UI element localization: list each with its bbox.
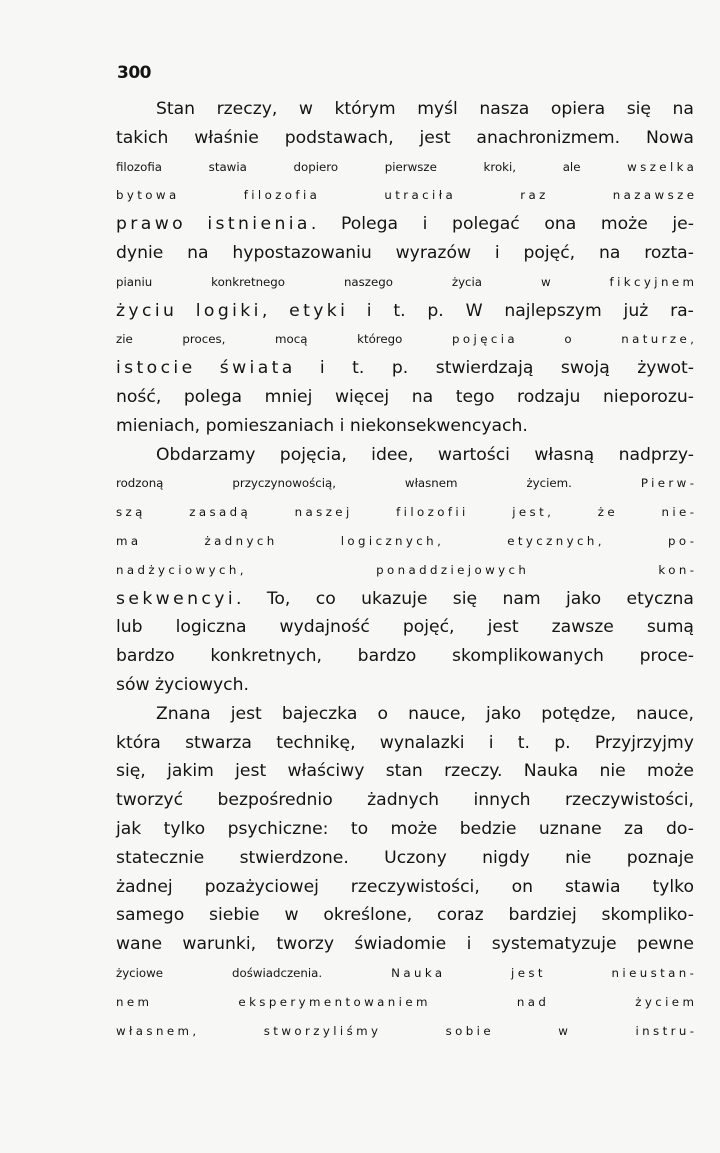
spaced-word: nieustan-	[611, 965, 698, 980]
word: kroki,	[483, 159, 517, 174]
word: Znana	[156, 703, 211, 724]
word: skompliko-	[601, 905, 694, 926]
word: żywot-	[637, 358, 694, 379]
word: systematyzuje	[491, 934, 617, 955]
word: mieniach,	[116, 415, 201, 436]
word: jako	[566, 588, 602, 609]
word: która	[116, 732, 161, 753]
word: nieporozu-	[602, 386, 694, 407]
word: konkretnych,	[210, 646, 322, 667]
word: siebie	[209, 905, 260, 926]
word: tego	[455, 386, 495, 407]
page-number: 300	[117, 63, 151, 83]
word: rodzoną	[116, 476, 164, 491]
word: lub	[116, 617, 143, 638]
word: i	[466, 934, 472, 955]
word: na	[187, 242, 209, 263]
word: potędze,	[541, 703, 617, 724]
word: opiera	[550, 99, 606, 119]
word: rzeczywistości,	[564, 790, 694, 811]
word: ność,	[116, 386, 162, 407]
word: coraz	[437, 905, 484, 926]
text-line	[116, 988, 698, 1017]
spaced-word: eksperymentowaniem	[238, 994, 431, 1009]
word: tylko	[652, 876, 694, 897]
spaced-word: po-	[667, 533, 698, 548]
text-line	[116, 901, 694, 930]
word: Przyjrzyjmy	[594, 732, 694, 753]
word: pojęcia,	[279, 444, 347, 465]
word: przyczynowością,	[232, 476, 336, 491]
word: anachronizmem.	[476, 127, 621, 148]
word: jakim	[167, 761, 214, 782]
spaced-word: bytowa	[116, 188, 180, 203]
word: naszego	[343, 274, 393, 289]
spaced-word: etycznych,	[507, 533, 605, 548]
word: uznane	[538, 818, 602, 839]
word: bardzo	[357, 646, 417, 667]
spaced-word: sekwencyi.	[116, 588, 245, 609]
word: sów	[116, 674, 150, 695]
text-line	[116, 239, 694, 268]
word: pierwsze	[384, 159, 437, 174]
spaced-word: logicznych,	[340, 533, 445, 548]
word: na	[598, 242, 621, 263]
word: p.	[554, 732, 571, 753]
text-line	[116, 930, 694, 959]
word: wartości	[437, 444, 510, 465]
word: w	[284, 905, 299, 926]
word: idee,	[371, 444, 414, 465]
word: skomplikowanych	[452, 646, 604, 667]
text-line	[116, 527, 698, 556]
text-line	[116, 383, 694, 412]
word: t.	[352, 358, 365, 379]
word: psychiczne:	[227, 818, 329, 839]
word: pojęć,	[523, 242, 576, 263]
word: do-	[665, 818, 694, 839]
word: poznaje	[626, 847, 694, 868]
word: może	[390, 818, 438, 839]
word: nie	[565, 847, 592, 868]
text-line	[116, 325, 698, 354]
word: technikę,	[276, 732, 356, 753]
text-line	[116, 613, 694, 642]
spaced-word: naszej	[294, 505, 353, 520]
word: nie	[599, 761, 626, 782]
word: to	[350, 818, 369, 839]
word: je-	[672, 214, 694, 235]
word: Uczony	[384, 847, 447, 868]
word: się	[626, 99, 652, 119]
word: W	[465, 300, 483, 321]
word: i	[494, 242, 500, 263]
word: już	[623, 300, 649, 321]
word: może	[647, 761, 694, 782]
word: pewne	[636, 934, 694, 955]
word: stawia	[564, 876, 621, 897]
word: mocą	[275, 332, 308, 347]
spaced-word: w	[558, 1023, 572, 1038]
word: proce-	[639, 646, 694, 667]
spaced-word: jest,	[512, 505, 555, 520]
word: pojęć,	[402, 617, 455, 638]
word: wydajność	[279, 617, 370, 638]
word: i	[319, 358, 325, 379]
word: się,	[116, 761, 146, 782]
word: ra-	[670, 300, 694, 321]
word: życiowych.	[155, 674, 249, 695]
spaced-word: filozofii	[396, 505, 469, 520]
word: ale	[562, 159, 581, 174]
text-line	[116, 153, 698, 182]
spaced-word: wszelka	[627, 159, 698, 174]
text-line	[116, 354, 694, 383]
spaced-word: stworzyliśmy	[263, 1023, 382, 1038]
word: jest	[235, 761, 267, 782]
word: ukazuje	[361, 588, 428, 609]
text-line	[116, 181, 698, 210]
spaced-word: utraciła	[384, 188, 457, 203]
word: zie	[116, 332, 133, 347]
word: nigdy	[482, 847, 530, 868]
word: bardzo	[116, 646, 175, 667]
spaced-word: naturze,	[621, 332, 698, 347]
word: p.	[427, 300, 444, 321]
word: nasza	[479, 99, 530, 119]
spaced-word: że	[597, 505, 619, 520]
word: Nauka	[523, 761, 579, 782]
spaced-word: nem	[116, 994, 153, 1009]
spaced-word: własnem,	[116, 1023, 200, 1038]
text-line	[116, 757, 694, 786]
word: on	[511, 876, 534, 897]
spaced-word: nad	[516, 994, 550, 1009]
word: polega	[183, 386, 243, 407]
word: Obdarzamy	[156, 444, 256, 465]
text-line	[116, 412, 694, 441]
word: p.	[391, 358, 409, 379]
word: wyrazów	[395, 242, 472, 263]
spaced-word: kon-	[658, 562, 698, 577]
word: jest	[230, 703, 262, 724]
word: rzeczy.	[444, 761, 503, 782]
spaced-word: Pierw-	[640, 476, 698, 491]
text-line	[116, 210, 694, 239]
word: filozofia	[116, 159, 162, 174]
word: rzeczy,	[216, 99, 278, 119]
word: żadnej	[116, 876, 173, 897]
spaced-word: życiu	[116, 300, 178, 321]
text-line	[116, 297, 694, 326]
spaced-word: ma	[116, 533, 142, 548]
word: t.	[517, 732, 530, 753]
word: na	[672, 99, 694, 119]
word: nadprzy-	[618, 444, 694, 465]
word: i	[422, 214, 428, 235]
word: takich	[116, 127, 169, 148]
spaced-word: nazawsze	[612, 188, 698, 203]
word: stan	[385, 761, 423, 782]
spaced-word: fikcyjnem	[609, 274, 698, 289]
word: jak	[116, 818, 142, 839]
spaced-word: nie-	[661, 505, 698, 520]
word: rodzaju	[517, 386, 581, 407]
spaced-word: istnienia.	[207, 214, 320, 235]
word: pianiu	[116, 274, 153, 289]
text-line	[116, 585, 694, 614]
word: swoją	[560, 358, 610, 379]
word: określone,	[323, 905, 413, 926]
word: ona	[544, 214, 577, 235]
text-line	[116, 1017, 698, 1046]
word: dopiero	[293, 159, 339, 174]
word: Polega	[340, 214, 399, 235]
spaced-word: żadnych	[204, 533, 278, 548]
word: logiczna	[175, 617, 247, 638]
word: bajeczka	[281, 703, 358, 724]
text-line	[116, 786, 694, 815]
text-line	[116, 700, 694, 729]
spaced-word: świata	[219, 358, 296, 379]
text-line	[116, 469, 698, 498]
spaced-word: sobie	[445, 1023, 494, 1038]
spaced-word: nadżyciowych,	[116, 562, 247, 577]
word: tylko	[163, 818, 206, 839]
spaced-word: raz	[520, 188, 549, 203]
word: t.	[393, 300, 406, 321]
word: polegać	[452, 214, 520, 235]
word: bezpośrednio	[217, 790, 333, 811]
text-line	[116, 642, 694, 671]
word: najlepszym	[504, 300, 602, 321]
text-line	[116, 815, 694, 844]
word: i	[366, 300, 372, 321]
word: bardziej	[508, 905, 577, 926]
word: sumą	[646, 617, 694, 638]
word: tworzyć	[116, 790, 184, 811]
word: własną	[534, 444, 595, 465]
spaced-word: zasadą	[189, 505, 252, 520]
text-line	[116, 441, 694, 470]
word: stawia	[208, 159, 247, 174]
text-line	[116, 95, 694, 124]
body-text	[116, 95, 698, 1045]
word: i	[488, 732, 494, 753]
word: stwarza	[185, 732, 252, 753]
word: w	[298, 99, 313, 119]
word: To,	[266, 588, 291, 609]
word: warunki,	[182, 934, 257, 955]
text-line	[116, 671, 694, 700]
word: stwierdzone.	[239, 847, 349, 868]
word: bedzie	[459, 818, 517, 839]
word: rozta-	[644, 242, 694, 263]
word: w	[540, 274, 551, 289]
word: właśnie	[194, 127, 259, 148]
word: o	[377, 703, 388, 724]
word: innych	[473, 790, 531, 811]
word: więcej	[334, 386, 390, 407]
word: stwierdzają	[435, 358, 534, 379]
word: własnem	[404, 476, 458, 491]
text-line	[116, 729, 694, 758]
word: nauce,	[408, 703, 466, 724]
word: etyczna	[626, 588, 694, 609]
word: życiowe	[116, 965, 164, 980]
word: żadnych	[367, 790, 440, 811]
spaced-word: filozofia	[243, 188, 321, 203]
word: pozażyciowej	[204, 876, 319, 897]
word: Stan	[156, 99, 196, 119]
word: mniej	[264, 386, 313, 407]
word: za	[624, 818, 644, 839]
word: myśl	[417, 99, 458, 119]
spaced-word: etyki	[289, 300, 349, 321]
word: konkretnego	[211, 274, 286, 289]
spaced-word: jest	[511, 965, 546, 980]
text-line	[116, 124, 694, 153]
word: świadomie	[354, 934, 447, 955]
word: Nowa	[645, 127, 694, 148]
word: rzeczywistości,	[350, 876, 480, 897]
word: niekonsekwencyach.	[349, 415, 528, 436]
word: którego	[357, 332, 403, 347]
spaced-word: ponaddziejowych	[376, 562, 530, 577]
spaced-word: instru-	[635, 1023, 698, 1038]
word: tworzy	[276, 934, 334, 955]
word: wane	[116, 934, 163, 955]
word: jako	[486, 703, 522, 724]
word: zawsze	[551, 617, 614, 638]
word: na	[411, 386, 434, 407]
word: dynie	[116, 242, 164, 263]
spaced-word: życiem	[635, 994, 698, 1009]
word: co	[315, 588, 336, 609]
spaced-word: szą	[116, 505, 146, 520]
spaced-word: pojęcia	[452, 332, 519, 347]
word: samego	[116, 905, 185, 926]
spaced-word: o	[564, 332, 575, 347]
word: jest	[487, 617, 519, 638]
word: się	[452, 588, 478, 609]
word: jest	[419, 127, 451, 148]
word: i	[339, 415, 345, 436]
text-line	[116, 556, 698, 585]
word: doświadczenia.	[232, 965, 323, 980]
word: może	[600, 214, 648, 235]
word: nam	[502, 588, 541, 609]
text-line	[116, 498, 698, 527]
word: proces,	[182, 332, 226, 347]
word: wynalazki	[379, 732, 465, 753]
word: hypostazowaniu	[232, 242, 372, 263]
word: którym	[334, 99, 396, 119]
spaced-word: logiki,	[195, 300, 271, 321]
word: podstawach,	[284, 127, 394, 148]
text-line	[116, 873, 694, 902]
spaced-word: prawo	[116, 214, 187, 235]
word: życia	[451, 274, 483, 289]
text-line	[116, 268, 698, 297]
word: życiem.	[526, 476, 572, 491]
word: statecznie	[116, 847, 205, 868]
text-line	[116, 844, 694, 873]
spaced-word: istocie	[116, 358, 196, 379]
word: właściwy	[287, 761, 365, 782]
word: nauce,	[636, 703, 694, 724]
spaced-word: Nauka	[391, 965, 446, 980]
text-line	[116, 959, 698, 988]
word: pomieszaniach	[205, 415, 335, 436]
